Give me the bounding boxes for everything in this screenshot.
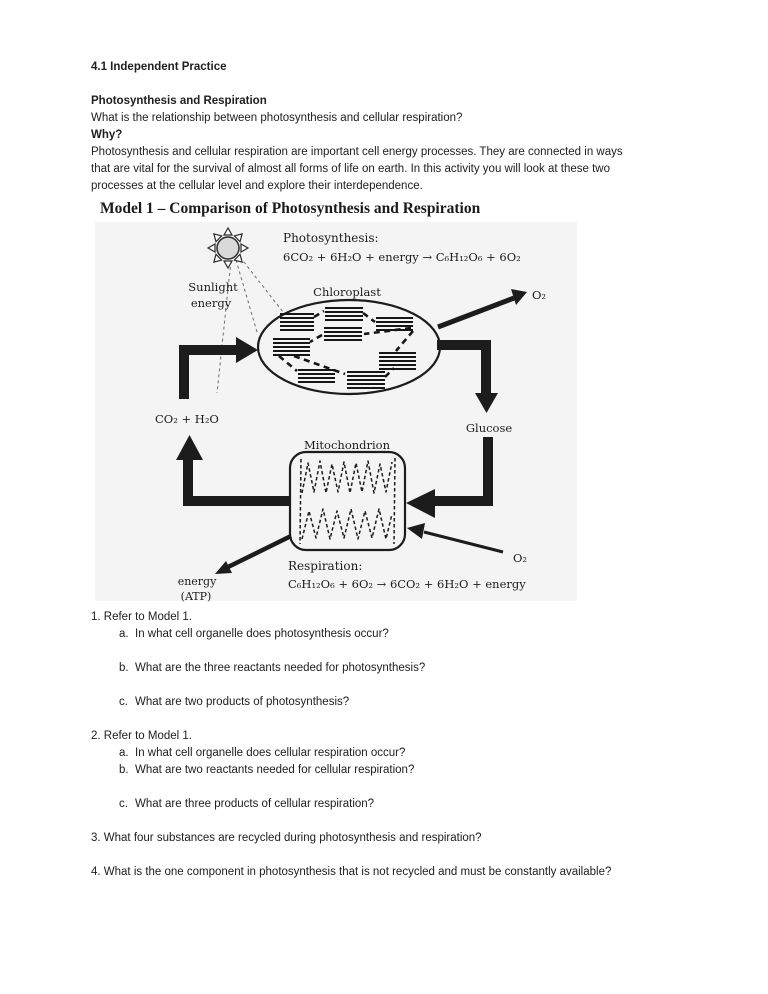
spacer bbox=[91, 76, 731, 93]
doc-title: Photosynthesis and Respiration bbox=[91, 95, 267, 107]
model-diagram-svg bbox=[95, 222, 577, 601]
energy-atp-label-line-2: (ATP) bbox=[180, 590, 212, 603]
arrow-mitochondrion-to-co2 bbox=[176, 435, 290, 506]
question-2b-text: What are two reactants needed for cellular respiration? bbox=[135, 764, 415, 776]
spacer bbox=[91, 677, 741, 694]
arrow-mitochondrion-to-energy bbox=[215, 536, 291, 574]
arrow-glucose-to-mitochondrion bbox=[406, 437, 493, 518]
spacer bbox=[91, 847, 741, 864]
why-text-line-3: processes at the cellular level and explore their interdependence. bbox=[91, 180, 423, 192]
worksheet-header bbox=[91, 59, 731, 195]
photosynthesis-label: Photosynthesis: bbox=[283, 231, 379, 245]
question-1c-text: What are two products of photosynthesis? bbox=[135, 696, 350, 708]
question-2c bbox=[91, 796, 741, 813]
photosynthesis-equation: 6CO₂ + 6H₂O + energy → C₆H₁₂O₆ + 6O₂ bbox=[283, 250, 521, 264]
item-letter-b: b. bbox=[119, 764, 129, 776]
item-letter-a: a. bbox=[119, 747, 129, 759]
arrow-o2-to-mitochondrion bbox=[407, 523, 503, 552]
arrow-co2-to-chloroplast bbox=[179, 337, 258, 399]
model-diagram bbox=[95, 222, 577, 601]
item-letter-c: c. bbox=[119, 696, 128, 708]
driving-question: What is the relationship between photosynthesis and cellular respiration? bbox=[91, 112, 463, 124]
question-1c bbox=[91, 694, 741, 711]
question-1a bbox=[91, 626, 741, 643]
item-letter-c: c. bbox=[119, 798, 128, 810]
question-2: 2. Refer to Model 1. bbox=[91, 730, 192, 742]
question-2c-text: What are three products of cellular respiration? bbox=[135, 798, 375, 810]
mitochondrion-label: Mitochondrion bbox=[303, 438, 391, 452]
question-4: 4. What is the one component in photosynthesis that is not recycled and must be constantly available? bbox=[91, 866, 612, 878]
model-title: Model 1 – Comparison of Photosynthesis and Respiration bbox=[100, 200, 481, 217]
questions-section bbox=[91, 609, 741, 881]
sunlight-label-line-1: Sunlight bbox=[188, 280, 238, 294]
why-label: Why? bbox=[91, 129, 123, 141]
question-1a-text: In what cell organelle does photosynthesis occur? bbox=[135, 628, 389, 640]
question-3: 3. What four substances are recycled during photosynthesis and respiration? bbox=[91, 832, 482, 844]
arrow-chloroplast-to-o2 bbox=[438, 289, 527, 327]
question-1b-text: What are the three reactants needed for photosynthesis? bbox=[135, 662, 426, 674]
energy-atp-label-line-1: energy bbox=[177, 575, 217, 588]
o2-in-label: O₂ bbox=[513, 551, 528, 565]
co2-h2o-label: CO₂ + H₂O bbox=[155, 412, 219, 426]
arrow-chloroplast-to-glucose bbox=[437, 340, 498, 413]
item-letter-a: a. bbox=[119, 628, 129, 640]
spacer bbox=[91, 711, 741, 728]
question-1b bbox=[91, 660, 741, 677]
spacer bbox=[91, 779, 741, 796]
why-text-line-2: that are vital for the survival of almost all forms of life on earth. In this activity you will look at these two bbox=[91, 163, 610, 175]
glucose-label: Glucose bbox=[465, 421, 513, 435]
question-1: 1. Refer to Model 1. bbox=[91, 611, 192, 623]
section-title: 4.1 Independent Practice bbox=[91, 61, 227, 73]
respiration-label: Respiration: bbox=[288, 559, 363, 573]
o2-out-label: O₂ bbox=[532, 288, 547, 302]
question-2b bbox=[91, 762, 741, 779]
sun-icon bbox=[208, 228, 248, 268]
item-letter-b: b. bbox=[119, 662, 129, 674]
chloroplast-label: Chloroplast bbox=[313, 285, 381, 299]
why-text-line-1: Photosynthesis and cellular respiration are important cell energy processes. They are connected in ways bbox=[91, 146, 623, 158]
question-2a bbox=[91, 745, 741, 762]
sunlight-label-line-2: energy bbox=[190, 296, 232, 310]
question-2a-text: In what cell organelle does cellular respiration occur? bbox=[135, 747, 406, 759]
spacer bbox=[91, 643, 741, 660]
respiration-equation: C₆H₁₂O₆ + 6O₂ → 6CO₂ + 6H₂O + energy bbox=[288, 577, 526, 591]
spacer bbox=[91, 813, 741, 830]
